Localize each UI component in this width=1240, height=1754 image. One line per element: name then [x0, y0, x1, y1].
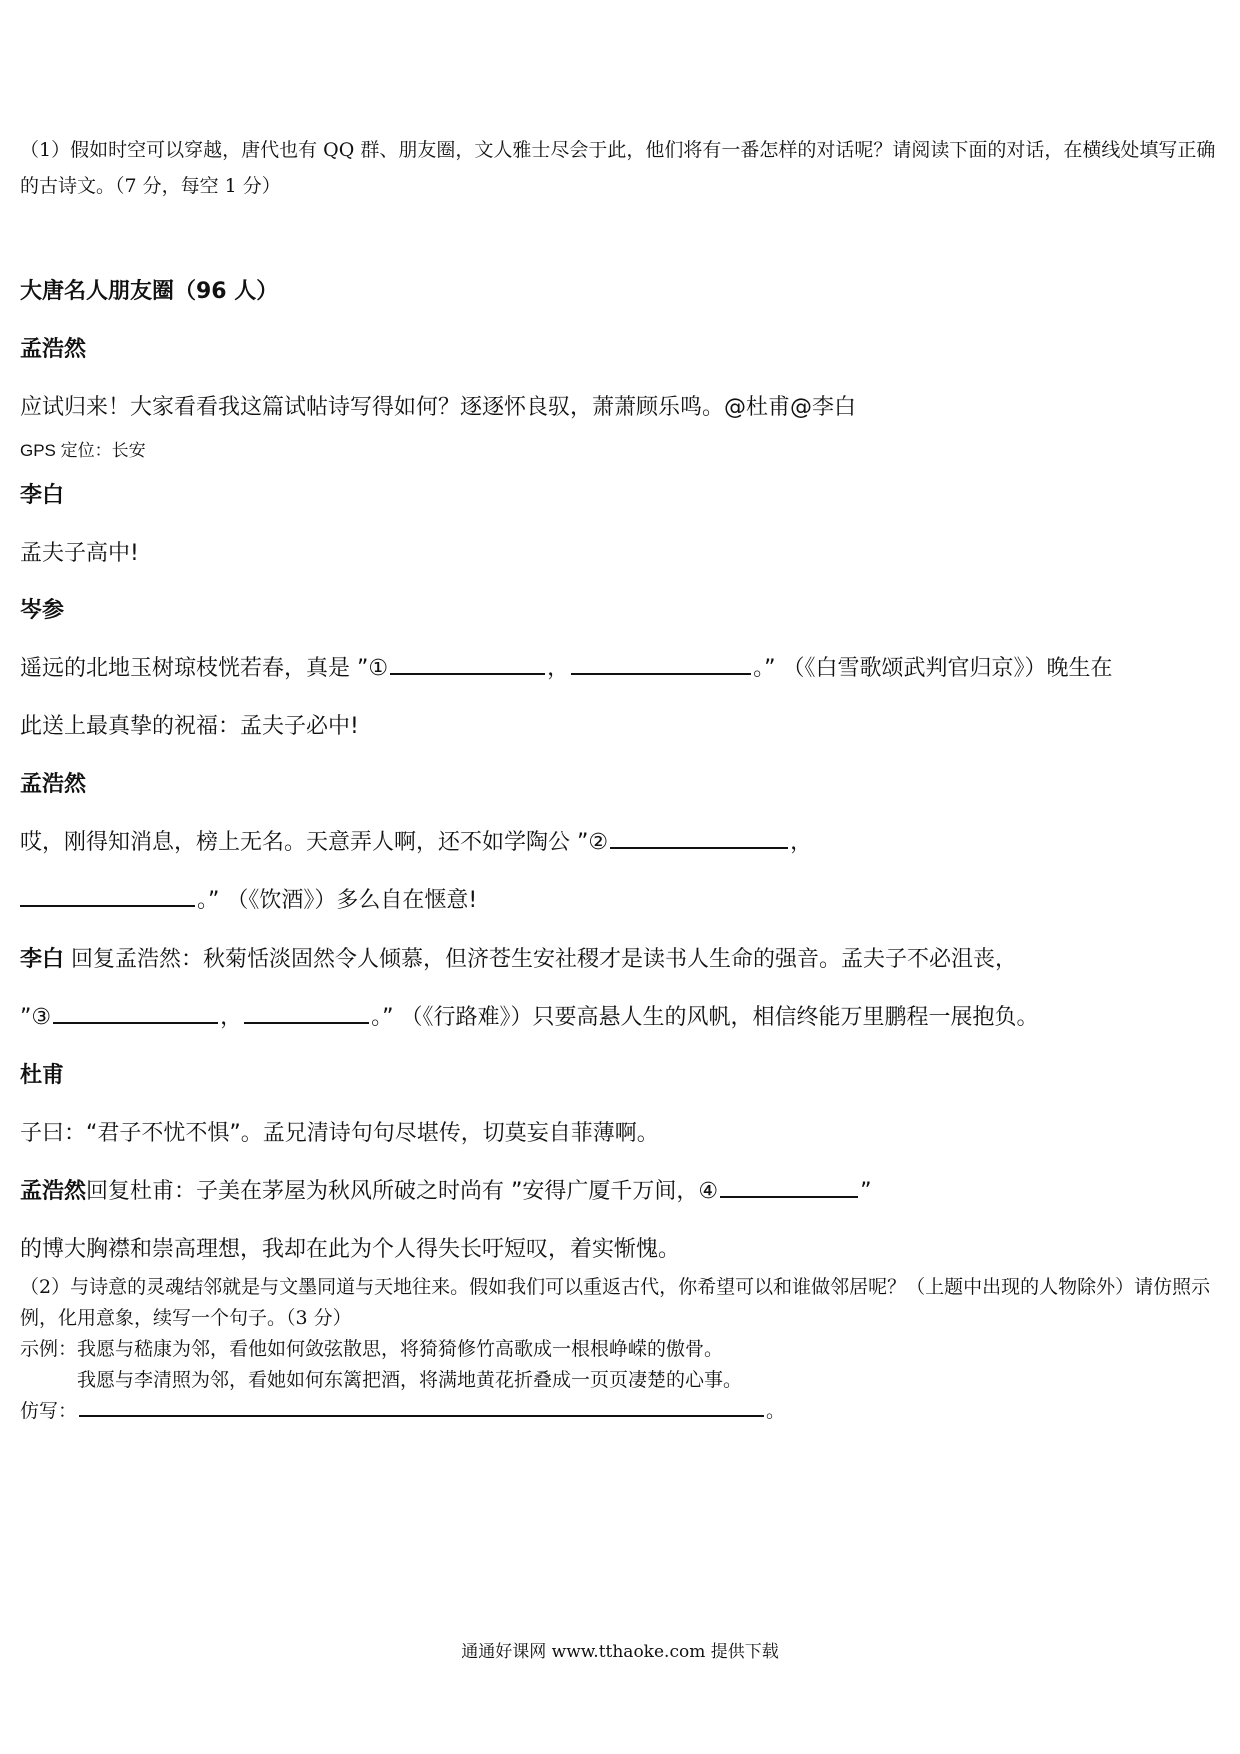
post-author-libai: 李白	[20, 483, 65, 508]
reply-text: 回复孟浩然：秋菊恬淡固然令人倾慕，但济苍生安社稷才是读书人生命的强音。孟夫子不必沮丧，	[71, 947, 1018, 972]
post-text: 应试归来！大家看看我这篇试帖诗写得如何？逐逐怀良驭，萧萧顾乐鸣。@杜甫@李白	[20, 395, 857, 420]
page-footer: 通通好课网 www.tthaoke.com 提供下载	[461, 1642, 779, 1662]
post-text: 。” （《饮酒》）多么自在惬意!	[197, 888, 478, 913]
post-text: 子曰：“君子不忧不惧”。孟兄清诗句句尽堪传，切莫妄自菲薄啊。	[20, 1121, 659, 1146]
post-line	[20, 1174, 872, 1205]
answer-blank-1b[interactable]	[571, 672, 751, 675]
answer-blank-2b[interactable]	[20, 904, 195, 907]
answer-blank-3b[interactable]	[244, 1021, 369, 1024]
example-label: 示例：	[20, 1338, 78, 1360]
post-author-menghaoran: 孟浩然	[20, 337, 87, 362]
answer-blank-1a[interactable]	[390, 672, 545, 675]
separator: ，	[547, 656, 570, 681]
imitate-label: 仿写：	[20, 1400, 78, 1422]
imitate-line	[20, 1396, 785, 1423]
post-author-dufu: 杜甫	[20, 1063, 65, 1088]
post-line	[20, 1000, 1039, 1031]
post-text: 孟夫子高中!	[20, 541, 139, 566]
example-text: 我愿与嵇康为邻，看他如何敛弦散思，将猗猗修竹高歌成一根根峥嵘的傲骨。	[77, 1338, 724, 1360]
example-line-1	[20, 1334, 723, 1361]
post-line	[20, 825, 812, 856]
post-text: 的博大胸襟和崇高理想，我却在此为个人得失长吁短叹，着实惭愧。	[20, 1237, 681, 1262]
post-author-libai: 李白	[20, 947, 65, 972]
example-text: 我愿与李清照为邻，看她如何东篱把酒，将满地黄花折叠成一页页凄楚的心事。	[77, 1369, 743, 1391]
post-text: ”	[860, 1179, 872, 1204]
post-text: 此送上最真挚的祝福：孟夫子必中!	[20, 714, 359, 739]
gps-location: GPS 定位：长安	[20, 441, 146, 460]
question-1-intro: （1）假如时空可以穿越，唐代也有 QQ 群、朋友圈，文人雅士尽会于此，他们将有一番怎样的对话呢？请阅读下面的对话，在横线处填写正确的古诗文。（7 分，每空 1 分）	[20, 139, 1216, 197]
post-text: 。” （《行路难》）只要高悬人生的风帆，相信终能万里鹏程一展抱负。	[371, 1005, 1039, 1030]
group-title: 大唐名人朋友圈（96 人）	[20, 279, 279, 304]
answer-blank-2a[interactable]	[610, 846, 788, 849]
post-author-censhen: 岑参	[20, 598, 65, 623]
separator: ，	[220, 1005, 243, 1030]
answer-blank-4[interactable]	[720, 1195, 858, 1198]
post-text: 遥远的北地玉树琼枝恍若春，真是 ”①	[20, 656, 389, 681]
imitate-end: 。	[766, 1400, 786, 1422]
question-2-prompt: （2）与诗意的灵魂结邻就是与文墨同道与天地往来。假如我们可以重返古代，你希望可以和谁做邻居呢？（上题中出现的人物除外）请仿照示例，化用意象，续写一个句子。（3 分）	[20, 1276, 1211, 1329]
imitate-answer-blank[interactable]	[79, 1414, 764, 1417]
post-author-menghaoran: 孟浩然	[20, 772, 87, 797]
post-line	[20, 651, 1113, 682]
post-line	[20, 942, 1017, 973]
post-author-menghaoran: 孟浩然	[20, 1179, 87, 1204]
answer-blank-3a[interactable]	[53, 1021, 218, 1024]
post-text: 哎，刚得知消息，榜上无名。天意弄人啊，还不如学陶公 ”②	[20, 830, 609, 855]
reply-text: 回复杜甫：子美在茅屋为秋风所破之时尚有 ”安得广厦千万间，④	[86, 1179, 719, 1204]
separator: ，	[790, 830, 813, 855]
post-text: ”③	[20, 1005, 52, 1030]
post-text: 。” （《白雪歌颂武判官归京》）晚生在	[753, 656, 1113, 681]
post-line	[20, 883, 477, 914]
